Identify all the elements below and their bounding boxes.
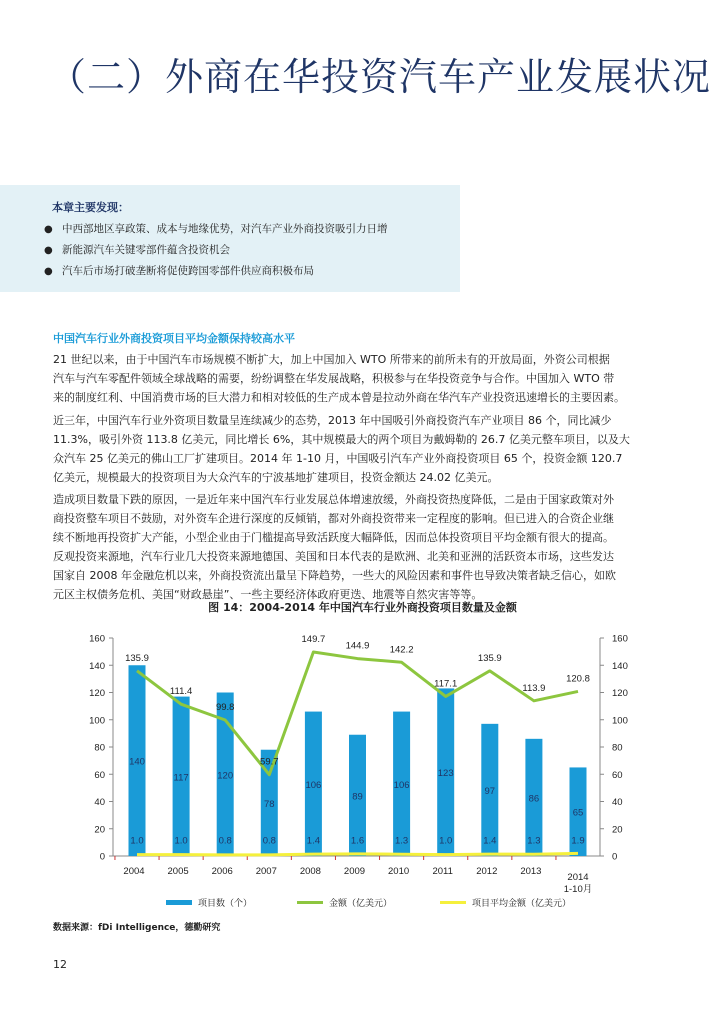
y-tick-label: 0 [99, 851, 105, 863]
y2-tick-label: 0 [612, 851, 618, 863]
x-tick-label: 2011 [432, 866, 453, 877]
page-title: （二）外商在华投资汽车产业发展状况 [48, 55, 712, 99]
y-tick-label: 80 [94, 742, 105, 754]
amount-value-label: 142.2 [389, 644, 414, 656]
x-tick-label: 2008 [299, 866, 321, 877]
y-tick-label: 120 [89, 688, 105, 699]
bar-value-label: 140 [129, 756, 145, 768]
average-value-label: 1.4 [483, 835, 497, 847]
amount-value-label: 59.7 [260, 756, 279, 768]
y2-tick-label: 160 [612, 633, 628, 645]
x-tick-label: 2012 [476, 866, 498, 877]
average-line [137, 853, 578, 854]
amount-value-label: 111.4 [169, 686, 193, 698]
legend-swatch-bar [166, 900, 192, 905]
legend-swatch-line-green [297, 901, 323, 904]
amount-value-label: 149.7 [301, 634, 326, 646]
x-tick-label: 2009 [343, 866, 366, 877]
x-tick-sublabel: 1-10月 [563, 884, 593, 895]
y2-tick-label: 60 [612, 769, 623, 781]
amount-value-label: 117.1 [434, 678, 458, 690]
average-value-label: 1.0 [439, 835, 453, 847]
bar-value-label: 120 [217, 770, 234, 782]
data-source: 数据来源：fDi Intelligence，德勤研究 [53, 923, 221, 933]
list-item: ● 中西部地区享政策、成本与地缘优势，对汽车产业外商投资吸引力日增 [40, 219, 388, 240]
bullet-icon: ● [44, 224, 53, 235]
bar-value-label: 65 [572, 807, 584, 819]
average-value-label: 1.3 [394, 835, 409, 847]
paragraph-3: 造成项目数量下跌的原因，一是近年来中国汽车行业发展总体增速放缓，外商投资热度降低，二是由于国家政策对外 商投资整车项目不鼓励，对外资车企进行深度的反倾销，都对外商投资带来一定程度的影响。但已进入的合资企业继 续不断地再投资扩大产能，小型企业由于门槛提高导致活跃度大幅降低，因而总体投资项目平均金额有很大的提高。 反观投资来源地，汽车行业几大投资来源地德国、美国和日本代表的是欧洲、北美和亚洲的活跃资本市场，这些发达 国家自 2008 年金融危机以来，外商投资流出量呈下降趋势，一些大的风险因素和事件也导致决策者缺乏信心，如欧 元区主权债务危机、美国“财政悬崖”、一些主要经济体政府更迭、地震等自然灾害等等。 [53, 493, 616, 601]
bar-value-label: 117 [173, 772, 189, 784]
section-heading: 中国汽车行业外商投资项目平均金额保持较高水平 [53, 332, 295, 345]
bar-value-label: 86 [528, 793, 540, 805]
average-value-label: 0.8 [218, 835, 232, 847]
y2-tick-label: 100 [612, 715, 628, 727]
key-findings-box [0, 185, 460, 292]
bar-value-label: 106 [305, 779, 322, 791]
amount-value-label: 135.9 [125, 652, 149, 664]
combo-chart [0, 628, 725, 895]
bullet-icon: ● [44, 266, 53, 277]
bar-value-label: 78 [264, 798, 275, 810]
average-value-label: 0.8 [262, 835, 276, 847]
x-tick-label: 2006 [211, 866, 233, 877]
figure-title: 图 14：2004-2014 年中国汽车行业外商投资项目数量及金额 [208, 601, 517, 614]
y2-tick-label: 140 [612, 660, 628, 672]
key-findings-list [40, 219, 388, 282]
y-tick-label: 60 [94, 769, 105, 781]
average-value-label: 1.0 [174, 835, 188, 847]
y-tick-label: 40 [94, 797, 105, 808]
amount-value-label: 120.8 [566, 673, 590, 685]
bar-value-label: 97 [484, 785, 496, 797]
amount-value-label: 135.9 [477, 652, 502, 664]
x-tick-label: 2010 [388, 866, 410, 877]
y-tick-label: 140 [89, 660, 105, 672]
bar-value-label: 123 [437, 768, 454, 780]
x-tick-label: 2005 [167, 866, 189, 877]
bullet-icon: ● [44, 245, 53, 256]
legend-item-amount: 金额（亿美元） [297, 896, 392, 909]
legend-swatch-line-yellow [440, 901, 466, 904]
amount-value-label: 99.8 [215, 702, 235, 714]
legend-item-average: 项目平均金额（亿美元） [440, 896, 571, 909]
amount-value-label: 113.9 [522, 682, 546, 694]
bar-value-label: 106 [393, 779, 410, 791]
bar-value-label: 89 [352, 791, 363, 803]
average-value-label: 1.4 [306, 835, 321, 847]
page-number: 12 [53, 958, 67, 971]
list-item: ● 新能源汽车关键零部件蕴含投资机会 [40, 240, 388, 261]
average-value-label: 1.0 [130, 835, 144, 847]
x-tick-label: 2014 [567, 872, 589, 883]
y2-tick-label: 80 [612, 742, 623, 754]
paragraph-1: 21 世纪以来，由于中国汽车市场规模不断扩大，加上中国加入 WTO 所带来的前所未有的开放局面，外资公司根据 汽车与汽车零配件领域全球战略的需要，纷纷调整在华发展战略，积极参与在华投资竞争与合作。中国加入 WTO 带 来的制度红利、中国消费市场的巨大潜力和相对较低的生产成本曾是拉动外商在华汽车产业投资迅速增长的主要因素。 [53, 353, 625, 404]
x-tick-label: 2004 [123, 866, 145, 877]
y-tick-label: 100 [89, 715, 105, 727]
y2-tick-label: 120 [612, 688, 628, 699]
y-tick-label: 20 [94, 824, 105, 836]
average-value-label: 1.3 [527, 835, 541, 847]
x-tick-label: 2013 [520, 866, 542, 877]
x-tick-label: 2007 [255, 866, 277, 877]
legend-item-projects: 项目数（个） [166, 896, 252, 909]
list-item: ● 汽车后市场打破垄断将促使跨国零部件供应商积极布局 [40, 261, 388, 282]
average-value-label: 1.9 [571, 835, 585, 847]
amount-value-label: 144.9 [345, 640, 370, 652]
key-findings-heading: 本章主要发现： [52, 201, 129, 214]
y2-tick-label: 40 [612, 797, 623, 808]
paragraph-2: 近三年，中国汽车行业外资项目数量呈连续减少的态势，2013 年中国吸引外商投资汽车产业项目 86 个，同比减少 11.3%，吸引外资 113.8 亿美元，同比增长 6%，其中规模最大的两个项目为戴姆勒的 26.7 亿美元整车项目，以及大 众汽车 25 亿美元的佛山工厂扩建项目。2014 年 1-10 月，中国吸引汽车产业外商投资项目 65 个，投资金额 120.7 亿美元，规模最大的投资项目为大众汽车的宁波基地扩建项目，投资金额达 24.02 亿美元。 [53, 414, 630, 484]
y2-tick-label: 20 [612, 824, 623, 836]
average-value-label: 1.6 [350, 835, 365, 847]
y-tick-label: 160 [89, 633, 105, 645]
